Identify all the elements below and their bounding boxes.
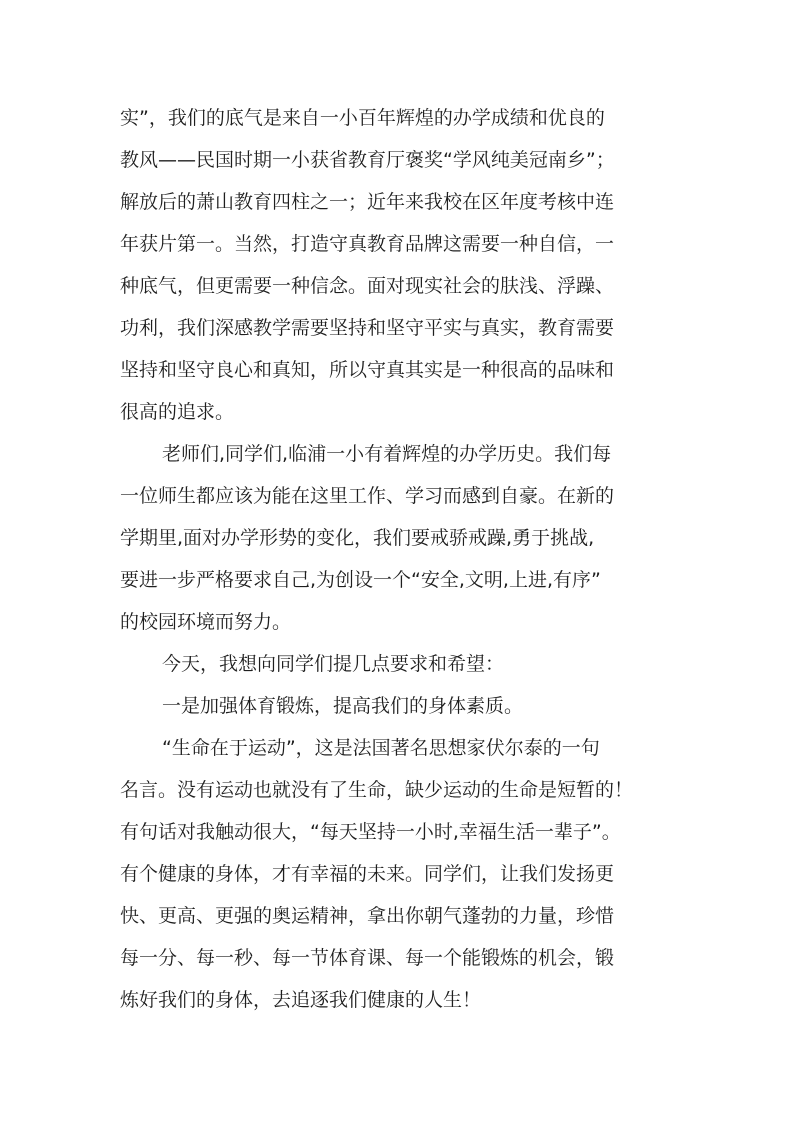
text-line: 功利，我们深感教学需要坚持和坚守平实与真实，教育需要: [120, 317, 615, 339]
paragraph-start-line: 今天，我想向同学们提几点要求和希望：: [162, 653, 505, 675]
text-line: 解放后的萧山教育四柱之一；近年来我校在区年度考核中连: [120, 191, 615, 213]
text-line: 年获片第一。当然，打造守真教育品牌这需要一种自信，一: [120, 233, 615, 255]
text-line: 坚持和坚守良心和真知，所以守真其实是一种很高的品味和: [120, 359, 615, 381]
paragraph-start-line: “生命在于运动”，这是法国著名思想家伏尔泰的一句: [162, 737, 600, 759]
text-line: 学期里,面对办学形势的变化，我们要戒骄戒躁,勇于挑战,: [120, 527, 595, 549]
text-line: 有个健康的身体，才有幸福的未来。同学们，让我们发扬更: [120, 863, 615, 885]
text-line: 炼好我们的身体，去追逐我们健康的人生！: [120, 989, 482, 1011]
text-line: 实”，我们的底气是来自一小百年辉煌的办学成绩和优良的: [120, 107, 605, 129]
text-line: 很高的追求。: [120, 401, 235, 423]
text-line: 的校园环境而努力。: [120, 611, 292, 633]
text-line: 一位师生都应该为能在这里工作、学习而感到自豪。在新的: [120, 485, 615, 507]
text-line: 教风——民国时期一小获省教育厅褒奖“学风纯美冠南乡”；: [120, 149, 615, 171]
text-line: 种底气，但更需要一种信念。面对现实社会的肤浅、浮躁、: [120, 275, 615, 297]
paragraph-start-line: 老师们,同学们,临浦一小有着辉煌的办学历史。我们每: [162, 443, 612, 465]
text-line: 名言。没有运动也就没有了生命，缺少运动的生命是短暂的！: [120, 779, 634, 801]
text-line: 每一分、每一秒、每一节体育课、每一个能锻炼的机会，锻: [120, 947, 615, 969]
text-line: 要进一步严格要求自己,为创设一个“安全,文明,上进,有序”: [120, 569, 601, 591]
paragraph-start-line: 一是加强体育锻炼，提高我们的身体素质。: [162, 695, 524, 717]
text-line: 有句话对我触动很大，“每天坚持一小时,幸福生活一辈子”。: [120, 821, 621, 843]
text-line: 快、更高、更强的奥运精神，拿出你朝气蓬勃的力量，珍惜: [120, 905, 615, 927]
